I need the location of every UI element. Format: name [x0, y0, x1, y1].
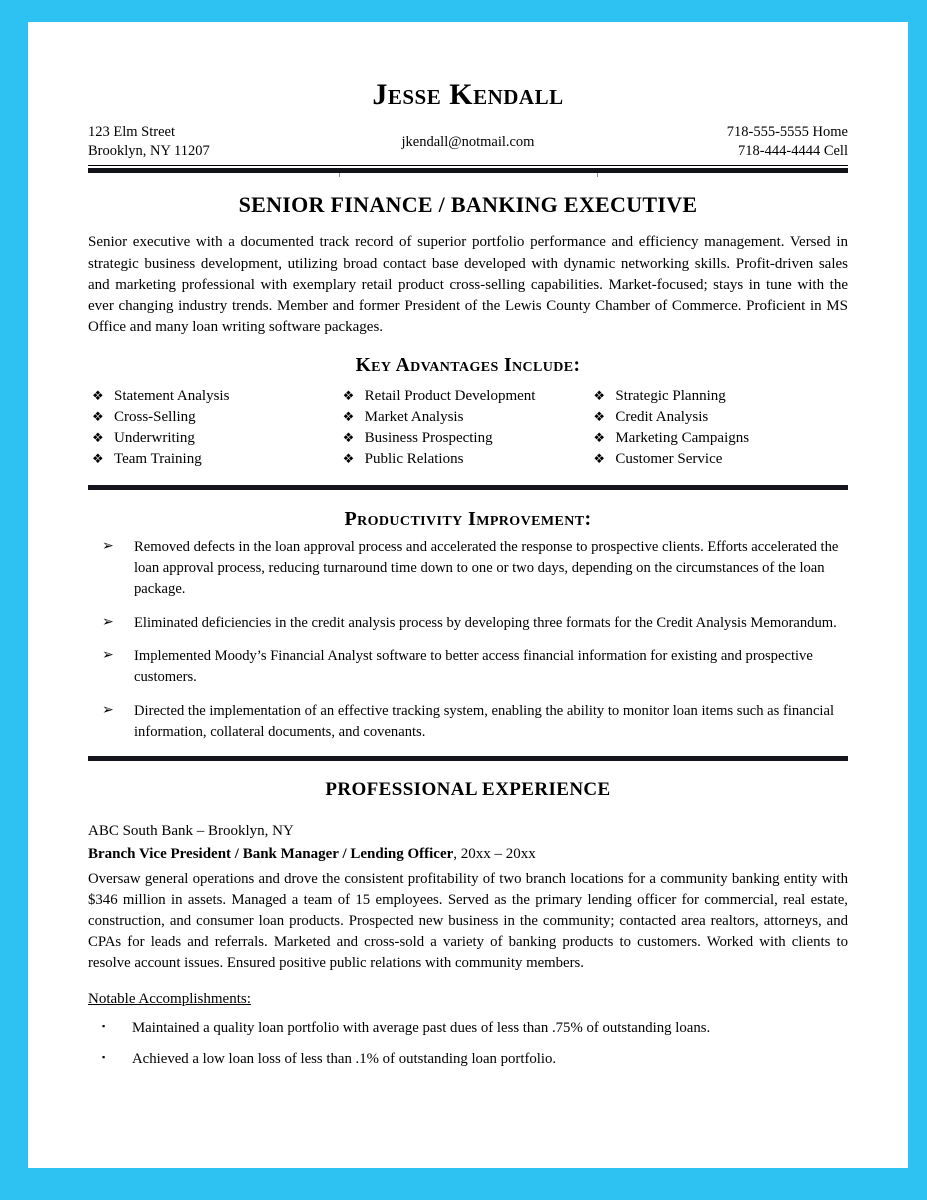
diamond-bullet-icon: ❖ [342, 408, 355, 424]
productivity-item-text: Implemented Moody’s Financial Analyst software to better access financial information for existing and prospective customers. [134, 648, 813, 686]
skill-label: Credit Analysis [615, 408, 709, 425]
list-item [343, 408, 594, 427]
header-divider [88, 165, 848, 174]
diamond-bullet-icon: ❖ [342, 387, 355, 403]
list-item [92, 450, 343, 469]
skill-label: Public Relations [364, 451, 464, 468]
list-item [92, 408, 343, 427]
header-divider-thin-line [88, 165, 848, 166]
skill-label: Customer Service [615, 451, 723, 468]
accomplishments-list [88, 1018, 848, 1070]
header-divider-tick-right [597, 173, 598, 177]
skill-label: Retail Product Development [364, 387, 536, 404]
arrow-bullet-icon: ➢ [102, 702, 114, 718]
skills-column-1 [92, 387, 343, 472]
list-item [102, 537, 846, 599]
diamond-bullet-icon: ❖ [342, 451, 355, 467]
accomplishments-block [88, 990, 848, 1070]
skills-column-3 [593, 387, 844, 472]
experience-entry [88, 821, 848, 1070]
diamond-bullet-icon: ❖ [593, 408, 605, 424]
professional-title: SENIOR FINANCE / BANKING EXECUTIVE [238, 192, 698, 218]
header-divider-tick-left [339, 173, 340, 177]
skill-label: Cross-Selling [114, 408, 196, 425]
arrow-bullet-icon: ➢ [102, 648, 114, 664]
address-line-2: Brooklyn, NY 11207 [88, 143, 210, 160]
productivity-list [88, 537, 848, 742]
header-divider-thick-bar [88, 168, 848, 173]
list-item [102, 613, 846, 634]
address-line-1: 123 Elm Street [88, 124, 175, 140]
email-address[interactable]: jkendall@notmail.com [401, 134, 535, 150]
job-description: Oversaw general operations and drove the consistent profitability of two branch locations for a community banking entity with $346 million in assets. Managed a team of 15 employees. Served as the primary lending officer for commercial, real estate, construction, and consumer loan products. Prospected new business in the community; contacted area realtors, attorneys, and CPAs for leads and referrals. Marketed and cross-sold a variety of banking products to customers. Worked with clients to resolve account issues. Ensured positive public relations with community members. [88, 870, 848, 971]
employer-name: ABC South Bank – Brooklyn, NY [88, 823, 294, 840]
key-advantages-grid [88, 387, 848, 472]
list-item [102, 646, 846, 687]
key-advantages-heading: Key Advantages Include: [355, 354, 581, 376]
resume-paper [28, 22, 908, 1168]
productivity-item-text: Removed defects in the loan approval process and accelerated the response to prospective clients. Efforts accelerated the loan approval process, reducing turnaround time down to one or two days, depending on the circumstances of the loan package. [134, 539, 839, 597]
list-item [593, 387, 844, 406]
skill-label: Statement Analysis [114, 387, 230, 404]
list-item [593, 450, 844, 469]
email-block [339, 123, 597, 152]
skill-label: Market Analysis [364, 408, 464, 425]
phone-cell: 718-444-4444 Cell [738, 143, 848, 160]
accomplishment-text: Maintained a quality loan portfolio with average past dues of less than .75% of outstanding loans. [132, 1019, 711, 1036]
productivity-heading: Productivity Improvement: [344, 508, 592, 531]
list-item [102, 1018, 848, 1039]
diamond-bullet-icon: ❖ [92, 451, 104, 467]
skill-label: Business Prospecting [364, 430, 493, 447]
resume-content [28, 78, 908, 1070]
experience-heading: PROFESSIONAL EXPERIENCE [325, 779, 611, 801]
accomplishment-text: Achieved a low loan loss of less than .1% of outstanding loan portfolio. [132, 1051, 557, 1068]
diamond-bullet-icon: ❖ [92, 408, 104, 424]
skill-label: Team Training [114, 451, 202, 468]
diamond-bullet-icon: ❖ [593, 451, 605, 467]
list-item [92, 429, 343, 448]
productivity-item-text: Eliminated deficiencies in the credit analysis process by developing three formats for the Credit Analysis Memorandum. [134, 614, 837, 631]
list-item [92, 387, 343, 406]
list-item [343, 450, 594, 469]
candidate-name: Jesse Kendall [372, 78, 564, 111]
job-dates: , 20xx – 20xx [453, 845, 536, 862]
skill-label: Marketing Campaigns [615, 430, 750, 447]
professional-summary: Senior executive with a documented track record of superior portfolio performance and efficiency management. Versed in strategic business development, utilizing broad contact base developed with dynamic networking skills. Profit-driven sales and marketing professional with exemplary retail product cross-selling capabilities. Market-focused; stays in tune with the ever changing industry trends. Member and former President of the Lewis County Chamber of Commerce. Proficient in MS Office and many loan writing software packages. [88, 234, 848, 336]
phone-block [597, 123, 848, 161]
diamond-bullet-icon: ❖ [92, 430, 104, 446]
accomplishments-heading: Notable Accomplishments: [88, 990, 251, 1007]
list-item [343, 387, 594, 406]
skill-label: Strategic Planning [615, 387, 726, 404]
address-block [88, 123, 339, 161]
list-item [593, 408, 844, 427]
section-divider-experience [88, 756, 848, 761]
list-item [102, 1049, 848, 1070]
diamond-bullet-icon: ❖ [342, 430, 355, 446]
diamond-bullet-icon: ❖ [593, 387, 605, 403]
list-item [593, 429, 844, 448]
skill-label: Underwriting [114, 430, 195, 447]
job-title-line [88, 844, 848, 866]
square-bullet-icon: ▪ [102, 1052, 106, 1063]
skills-column-2 [343, 387, 594, 472]
job-role: Branch Vice President / Bank Manager / Lending Officer [88, 845, 454, 862]
arrow-bullet-icon: ➢ [102, 614, 114, 630]
list-item [343, 429, 594, 448]
square-bullet-icon: ▪ [102, 1020, 106, 1031]
contact-row [88, 123, 848, 161]
arrow-bullet-icon: ➢ [102, 539, 114, 555]
section-divider-productivity [88, 485, 848, 490]
diamond-bullet-icon: ❖ [593, 430, 605, 446]
phone-home: 718-555-5555 Home [726, 124, 848, 140]
list-item [102, 701, 846, 742]
diamond-bullet-icon: ❖ [92, 387, 104, 403]
productivity-item-text: Directed the implementation of an effective tracking system, enabling the ability to monitor loan items such as financial information, collateral documents, and covenants. [134, 702, 835, 740]
